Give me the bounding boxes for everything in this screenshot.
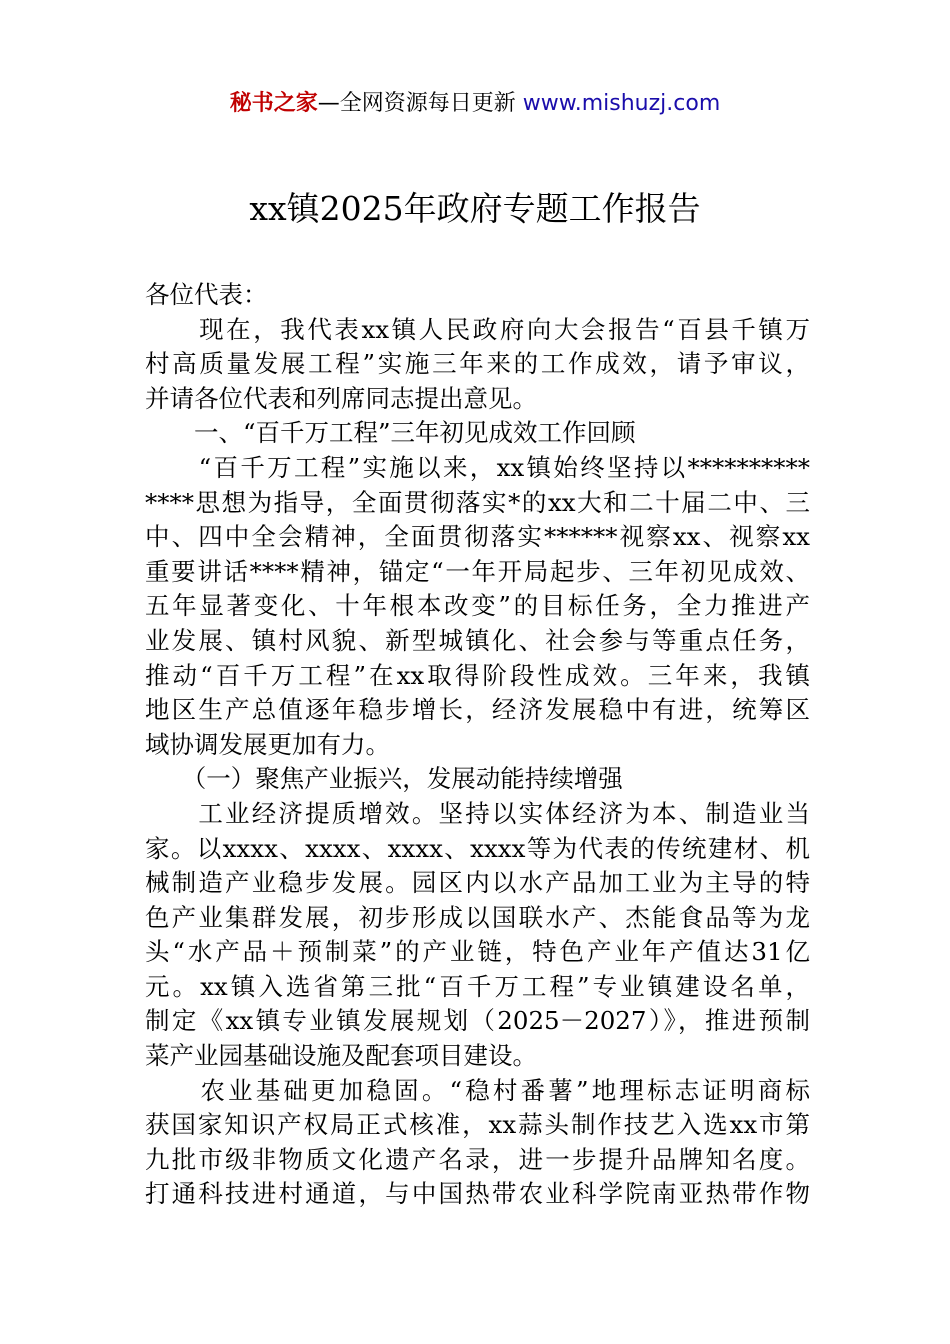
text-line: 农业基础更加稳固。“稳村番薯”地理标志证明商标 xyxy=(145,1075,810,1105)
document-body xyxy=(145,278,810,1212)
site-tagline: —全网资源每日更新 xyxy=(317,91,523,116)
text-line: 现在，我代表xx镇人民政府向大会报告“百县千镇万 xyxy=(145,314,810,344)
text-line: 一、“百千万工程”三年初见成效工作回顾 xyxy=(145,418,636,448)
text-line: 头“水产品＋预制菜”的产业链，特色产业年产值达31亿 xyxy=(145,937,810,967)
site-header xyxy=(0,86,950,122)
document-title: xx镇2025年政府专题工作报告 xyxy=(249,189,701,228)
text-line: 菜产业园基础设施及配套项目建设。 xyxy=(145,1041,537,1071)
text-line: 家。以xxxx、xxxx、xxxx、xxxx等为代表的传统建材、机 xyxy=(145,833,810,863)
text-line: 色产业集群发展，初步形成以国联水产、杰能食品等为龙 xyxy=(145,902,810,932)
text-line: （一）聚焦产业振兴，发展动能持续增强 xyxy=(145,764,623,794)
text-line: 元。xx镇入选省第三批“百千万工程”专业镇建设名单， xyxy=(145,971,810,1001)
text-line: 中、四中全会精神，全面贯彻落实******视察xx、视察xx xyxy=(145,522,810,552)
text-line: 推动“百千万工程”在xx取得阶段性成效。三年来，我镇 xyxy=(145,660,810,690)
site-brand: 秘书之家 xyxy=(229,91,318,116)
text-line: 村高质量发展工程”实施三年来的工作成效，请予审议， xyxy=(145,349,810,379)
text-line: 五年显著变化、十年根本改变”的目标任务，全力推进产 xyxy=(145,591,810,621)
text-line: 打通科技进村通道，与中国热带农业科学院南亚热带作物 xyxy=(145,1179,810,1209)
text-line: 各位代表： xyxy=(145,280,268,309)
site-url-link[interactable]: www.mishuzj.com xyxy=(522,91,721,116)
text-line: 工业经济提质增效。坚持以实体经济为本、制造业当 xyxy=(145,798,810,828)
text-line: 制定《xx镇专业镇发展规划（2025－2027）》，推进预制 xyxy=(145,1006,810,1036)
text-line: 域协调发展更加有力。 xyxy=(145,729,390,759)
text-line: ****思想为指导，全面贯彻落实*的xx大和二十届二中、三 xyxy=(145,487,810,517)
text-line: 九批市级非物质文化遗产名录，进一步提升品牌知名度。 xyxy=(145,1144,810,1174)
text-line: 获国家知识产权局正式核准，xx蒜头制作技艺入选xx市第 xyxy=(145,1110,810,1140)
text-line: 械制造产业稳步发展。园区内以水产品加工业为主导的特 xyxy=(145,868,810,898)
text-line: 业发展、镇村风貌、新型城镇化、社会参与等重点任务， xyxy=(145,625,810,655)
text-line: “百千万工程”实施以来，xx镇始终坚持以********** xyxy=(145,452,810,482)
text-line: 地区生产总值逐年稳步增长，经济发展稳中有进，统筹区 xyxy=(145,695,810,725)
text-line: 并请各位代表和列席同志提出意见。 xyxy=(145,383,537,413)
text-line: 重要讲话****精神，锚定“一年开局起步、三年初见成效、 xyxy=(145,556,810,586)
